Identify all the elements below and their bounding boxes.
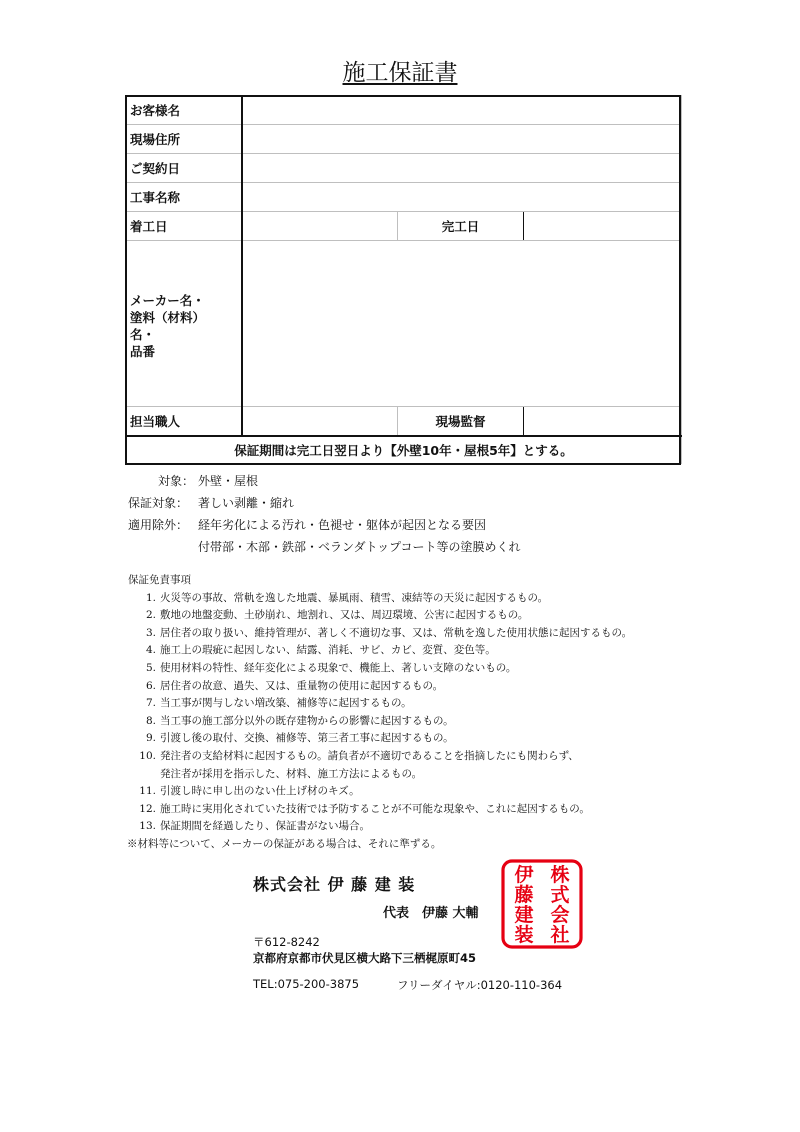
exemption-text: 引渡し時に申し出のない仕上げ材のキズ。 bbox=[160, 785, 360, 798]
row-warranty bbox=[126, 436, 682, 464]
row-dates bbox=[126, 212, 682, 241]
exemption-item bbox=[128, 713, 688, 731]
company-seal-stamp bbox=[500, 858, 584, 950]
exemption-item bbox=[128, 801, 688, 819]
exemption-number: 3. bbox=[145, 626, 156, 639]
contract-date-label: ご契約日 bbox=[126, 154, 242, 183]
site-address-label: 現場住所 bbox=[126, 125, 242, 154]
exemption-item bbox=[128, 660, 688, 678]
completion-date-field bbox=[524, 212, 682, 241]
coverage-target-value: 外壁・屋根 bbox=[198, 474, 259, 488]
warranty-period: 保証期間は完工日翌日より【外壁10年・屋根5年】とする。 bbox=[126, 436, 682, 464]
company-postal: 〒612-8242 bbox=[253, 935, 320, 949]
construction-name-field bbox=[242, 183, 682, 212]
exemption-number: 12. bbox=[139, 802, 156, 815]
coverage-exclusion-row-2 bbox=[130, 536, 670, 558]
exemption-number: 6. bbox=[145, 679, 156, 692]
exemption-text: 居住者の取り扱い、維持管理が、著しく不適切な事、又は、常軌を逸した使用状態に起因するもの。 bbox=[160, 626, 633, 639]
row-staff bbox=[126, 407, 682, 436]
exemption-item bbox=[128, 748, 688, 766]
exemption-text: 施工時に実用化されていた技術では予防することが不可能な現象や、これに起因するもの。 bbox=[160, 802, 590, 815]
coverage-block bbox=[130, 470, 670, 558]
customer-name-field bbox=[242, 96, 682, 125]
customer-name-label: お客様名 bbox=[126, 96, 242, 125]
exemptions-heading: 保証免責事項 bbox=[128, 574, 191, 586]
exemption-item bbox=[128, 642, 688, 660]
exemption-number: 11. bbox=[139, 785, 156, 798]
exemption-text: 火災等の事故、常軌を逸した地震、暴風雨、積雪、凍結等の天災に起因するもの。 bbox=[160, 591, 549, 604]
exemption-number: 13. bbox=[139, 820, 156, 833]
exemption-number: 9. bbox=[145, 732, 156, 745]
coverage-guarantee-row bbox=[130, 492, 670, 514]
exemption-item bbox=[128, 625, 688, 643]
row-contract-date bbox=[126, 154, 682, 183]
coverage-target-label: 対象： bbox=[158, 474, 195, 488]
exemption-item bbox=[128, 607, 688, 625]
completion-date-label: 完工日 bbox=[398, 212, 524, 241]
maker-label bbox=[126, 241, 242, 407]
exemption-number: 5. bbox=[145, 661, 156, 674]
craftsman-field bbox=[242, 407, 398, 436]
exemption-text: 当工事が関与しない増改築、補修等に起因するもの。 bbox=[160, 697, 412, 710]
maker-field bbox=[242, 241, 682, 407]
exemption-text: 当工事の施工部分以外の既存建物からの影響に起因するもの。 bbox=[160, 714, 454, 727]
exemption-text: 敷地の地盤変動、土砂崩れ、地割れ、又は、周辺環境、公害に起因するもの。 bbox=[160, 609, 529, 622]
exemption-item bbox=[128, 818, 688, 836]
site-supervisor-field bbox=[524, 407, 682, 436]
maker-label-line-4: 品番 bbox=[130, 343, 156, 359]
exemption-item bbox=[128, 695, 688, 713]
maker-label-line-1: メーカー名・ bbox=[130, 292, 205, 308]
exemption-number: 7. bbox=[145, 697, 156, 710]
seal-glyphs bbox=[514, 863, 569, 946]
coverage-guarantee-label: 保証対象： bbox=[128, 496, 189, 510]
company-address: 京都府京都市伏見区横大路下三栖梶原町45 bbox=[253, 951, 477, 965]
craftsman-label: 担当職人 bbox=[126, 407, 242, 436]
contract-form-table bbox=[125, 95, 682, 464]
site-supervisor-label: 現場監督 bbox=[398, 407, 524, 436]
exemption-item bbox=[128, 678, 688, 696]
exemption-item bbox=[128, 766, 688, 784]
exemption-item bbox=[128, 730, 688, 748]
exemption-number: 10. bbox=[139, 749, 156, 762]
exemption-text: 保証期間を経過したり、保証書がない場合。 bbox=[160, 820, 370, 833]
seal-glyph: 建 bbox=[514, 904, 534, 926]
exemption-number: 2. bbox=[145, 609, 156, 622]
maker-label-line-2: 塗料（材料） bbox=[130, 309, 206, 325]
exemption-number: 8. bbox=[145, 714, 156, 727]
seal-glyph: 社 bbox=[550, 924, 570, 946]
row-maker bbox=[126, 241, 682, 407]
exemption-text: 発注者の支給材料に起因するもの。請負者が不適切であることを指摘したにも関わらず、 bbox=[160, 749, 579, 762]
site-address-field bbox=[242, 125, 682, 154]
coverage-exclusion-value-1: 経年劣化による汚れ・色褪せ・躯体が起因となる要因 bbox=[198, 518, 487, 532]
company-freedial: フリーダイヤル:0120-110-364 bbox=[397, 978, 563, 992]
contract-date-field bbox=[242, 154, 682, 183]
row-customer-name bbox=[126, 96, 682, 125]
company-representative: 代表 伊藤 大輔 bbox=[383, 906, 479, 921]
document-title bbox=[0, 54, 800, 87]
coverage-exclusion-label: 適用除外： bbox=[128, 518, 189, 532]
company-name: 株式会社 伊 藤 建 装 bbox=[253, 875, 416, 894]
exemption-text: 引渡し後の取付、交換、補修等、第三者工事に起因するもの。 bbox=[160, 732, 454, 745]
seal-glyph: 装 bbox=[514, 924, 534, 946]
exemptions-block bbox=[128, 572, 688, 854]
start-date-label: 着工日 bbox=[126, 212, 242, 241]
exemption-item bbox=[128, 590, 688, 608]
seal-glyph: 会 bbox=[550, 904, 570, 926]
seal-glyph: 伊 bbox=[514, 864, 534, 886]
exemptions-footnote: ※材料等について、メーカーの保証がある場合は、それに準ずる。 bbox=[127, 837, 442, 850]
row-construction-name bbox=[126, 183, 682, 212]
company-tel: TEL:075-200-3875 bbox=[253, 977, 360, 991]
coverage-exclusion-row bbox=[130, 514, 670, 536]
coverage-exclusion-value-2: 付帯部・木部・鉄部・ベランダトップコート等の塗膜めくれ bbox=[198, 540, 521, 554]
exemption-item bbox=[128, 783, 688, 801]
exemption-text: 居住者の故意、過失、又は、重量物の使用に起因するもの。 bbox=[160, 679, 444, 692]
document-title-text: 施工保証書 bbox=[342, 60, 458, 86]
construction-name-label: 工事名称 bbox=[126, 183, 242, 212]
maker-label-line-3: 名・ bbox=[130, 326, 156, 342]
seal-glyph: 株 bbox=[550, 864, 570, 886]
start-date-field bbox=[242, 212, 398, 241]
exemption-text: 施工上の瑕疵に起因しない、結露、消耗、サビ、カビ、変質、変色等。 bbox=[160, 644, 496, 657]
exemption-number: 1. bbox=[145, 591, 156, 604]
exemption-text: 発注者が採用を指示した、材料、施工方法によるもの。 bbox=[160, 767, 423, 780]
exemption-text: 使用材料の特性、経年変化による現象で、機能上、著しい支障のないもの。 bbox=[160, 661, 517, 674]
exemption-number: 4. bbox=[145, 644, 156, 657]
coverage-target-row bbox=[130, 470, 670, 492]
seal-glyph: 式 bbox=[550, 884, 570, 906]
exemptions-list bbox=[128, 590, 688, 836]
row-site-address bbox=[126, 125, 682, 154]
coverage-guarantee-value: 著しい剥離・縮れ bbox=[198, 496, 295, 510]
seal-glyph: 藤 bbox=[514, 884, 534, 906]
